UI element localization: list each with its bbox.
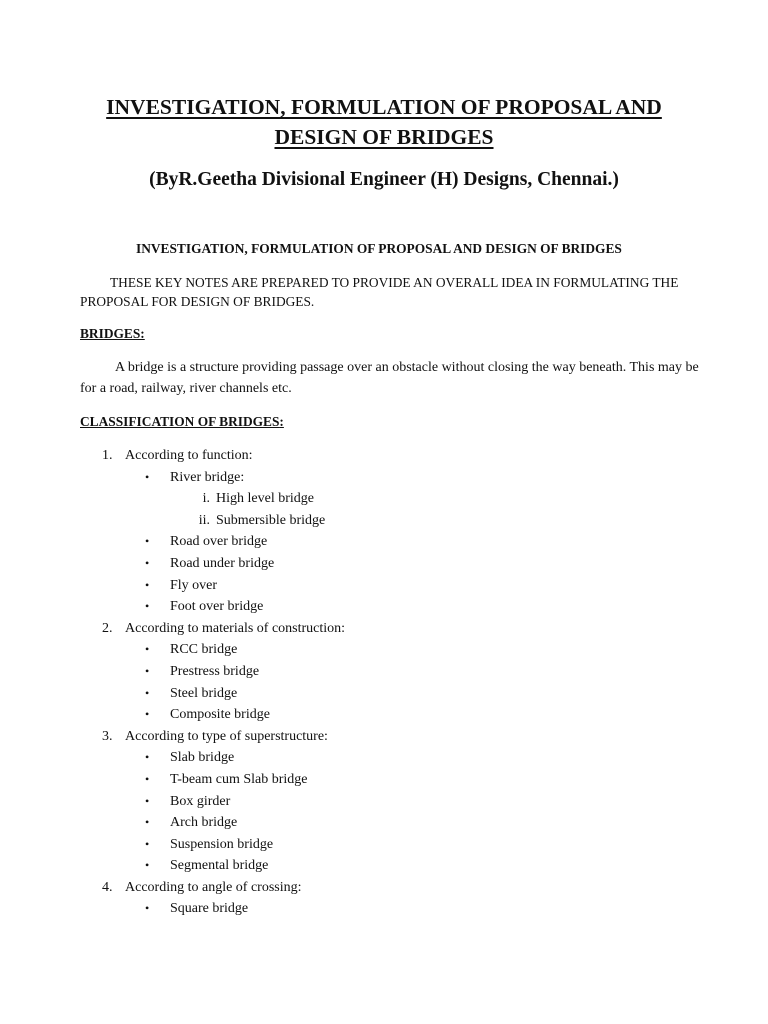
bullet-icon: • xyxy=(145,685,150,700)
list-roman-numeral: ii. xyxy=(198,512,210,528)
list-item-text: Box girder xyxy=(170,793,231,809)
list-item xyxy=(0,445,768,467)
list-item-text: Road under bridge xyxy=(170,555,275,571)
list-item xyxy=(0,791,768,813)
list-item-text: Road over bridge xyxy=(170,534,268,550)
list-item-text: According to function: xyxy=(125,448,253,463)
list-item-text: River bridge: xyxy=(170,469,245,485)
bullet-icon: • xyxy=(145,793,150,808)
list-item xyxy=(0,877,768,899)
list-number: 2. xyxy=(102,620,113,636)
classification-heading-colon: : xyxy=(279,414,284,429)
classification-heading-text: CLASSIFICATION OF BRIDGES xyxy=(80,414,280,429)
list-item xyxy=(0,553,768,575)
document-title xyxy=(60,92,708,152)
list-item xyxy=(0,596,768,618)
bullet-icon: • xyxy=(145,858,150,873)
list-roman-numeral: i. xyxy=(202,491,210,507)
bridges-heading: BRIDGES: xyxy=(80,326,145,341)
bullet-icon: • xyxy=(145,750,150,765)
classification-list xyxy=(0,445,768,920)
list-item xyxy=(0,855,768,877)
bullet-icon: • xyxy=(145,469,150,484)
classification-heading xyxy=(80,413,284,431)
list-item xyxy=(0,726,768,748)
subheading: INVESTIGATION, FORMULATION OF PROPOSAL AND DESIGN OF BRIDGES xyxy=(136,241,622,256)
bullet-icon: • xyxy=(145,642,150,657)
list-item-text: According to type of superstructure: xyxy=(125,728,328,744)
list-item xyxy=(0,575,768,597)
bullet-icon: • xyxy=(145,707,150,722)
bullet-icon: • xyxy=(145,599,150,614)
list-item-text: Prestress bridge xyxy=(170,663,260,679)
bullet-icon: • xyxy=(145,836,150,851)
list-number: 4. xyxy=(102,879,113,895)
author-byline: (ByR.Geetha Divisional Engineer (H) Designs, Chennai.) xyxy=(149,169,619,190)
bullet-icon: • xyxy=(145,555,150,570)
list-item-text: Steel bridge xyxy=(170,685,238,701)
list-item xyxy=(0,618,768,640)
bullet-icon: • xyxy=(145,771,150,786)
list-item xyxy=(0,683,768,705)
list-item xyxy=(0,488,768,510)
list-item xyxy=(0,747,768,769)
list-item-text: According to angle of crossing: xyxy=(125,879,302,895)
bullet-icon: • xyxy=(145,815,150,830)
bullet-icon: • xyxy=(145,577,150,592)
list-number: 1. xyxy=(102,448,113,463)
title-line-1: INVESTIGATION, FORMULATION OF PROPOSAL AND xyxy=(106,95,662,119)
list-item-text: Composite bridge xyxy=(170,707,270,723)
list-item xyxy=(0,510,768,532)
list-item-text: RCC bridge xyxy=(170,642,238,658)
bullet-icon: • xyxy=(145,663,150,678)
title-line-2: DESIGN OF BRIDGES xyxy=(274,125,494,149)
list-item xyxy=(0,467,768,489)
list-item-text: Square bridge xyxy=(170,901,249,917)
list-item-text: Suspension bridge xyxy=(170,836,274,852)
list-item-text: High level bridge xyxy=(216,491,314,507)
list-item-text: Arch bridge xyxy=(170,815,238,831)
list-item-text: Submersible bridge xyxy=(216,512,326,528)
list-item-text: Segmental bridge xyxy=(170,858,269,874)
list-item xyxy=(0,769,768,791)
list-item xyxy=(0,704,768,726)
bridges-paragraph: A bridge is a structure providing passage over an obstacle without closing the way beneath. This may be for a road, railway, river channels etc. xyxy=(80,360,699,396)
list-item-text: T-beam cum Slab bridge xyxy=(170,771,308,787)
bullet-icon: • xyxy=(145,534,150,549)
list-item xyxy=(0,834,768,856)
list-item-text: According to materials of construction: xyxy=(125,620,346,636)
list-item-text: Slab bridge xyxy=(170,750,235,766)
bullet-icon: • xyxy=(145,901,150,916)
list-item xyxy=(0,639,768,661)
intro-paragraph: THESE KEY NOTES ARE PREPARED TO PROVIDE AN OVERALL IDEA IN FORMULATING THE PROPOSAL FOR DESIGN OF BRIDGES. xyxy=(80,275,679,309)
list-number: 3. xyxy=(102,728,113,744)
list-item xyxy=(0,531,768,553)
list-item-text: Foot over bridge xyxy=(170,599,264,615)
list-item xyxy=(0,898,768,920)
list-item xyxy=(0,812,768,834)
list-item xyxy=(0,661,768,683)
list-item-text: Fly over xyxy=(170,577,218,593)
